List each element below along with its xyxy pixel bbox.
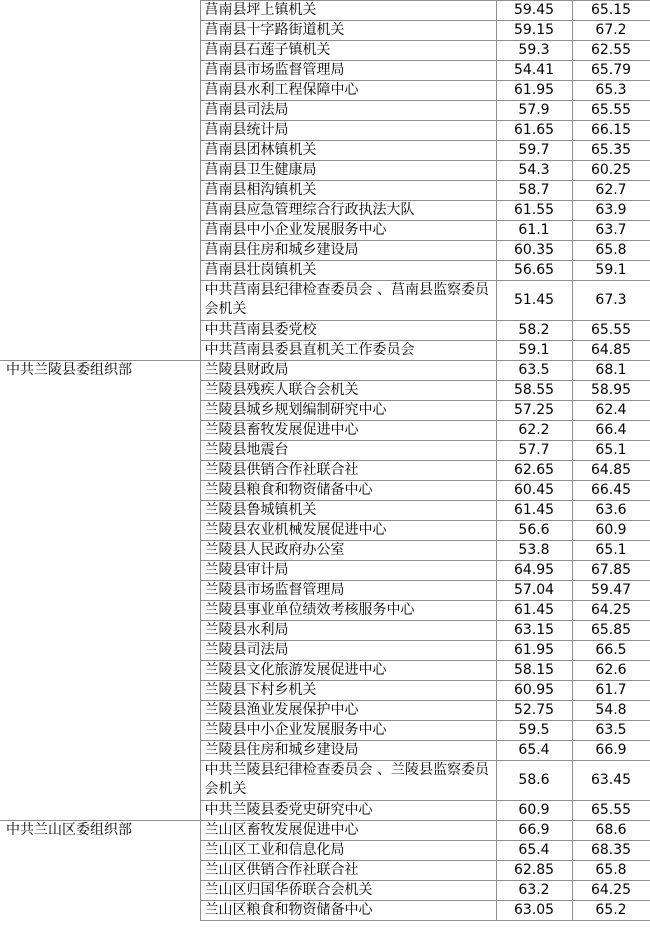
table-row [0, 361, 650, 381]
table-row [0, 401, 650, 421]
score2-cell[interactable]: 66.15 [572, 121, 650, 141]
dept-cell-empty[interactable] [0, 201, 200, 221]
score1-cell[interactable]: 51.45 [496, 281, 572, 321]
score1-cell[interactable]: 60.45 [496, 481, 572, 501]
score1-cell[interactable]: 57.04 [496, 581, 572, 601]
score2-cell[interactable]: 68.1 [572, 361, 650, 381]
score2-cell[interactable]: 63.6 [572, 501, 650, 521]
score1-cell[interactable]: 61.1 [496, 221, 572, 241]
score2-cell[interactable]: 68.6 [572, 821, 650, 841]
table-row [0, 41, 650, 61]
score1-cell[interactable]: 61.55 [496, 201, 572, 221]
score1-cell[interactable]: 52.75 [496, 701, 572, 721]
score1-cell[interactable]: 65.4 [496, 741, 572, 761]
score2-cell[interactable]: 62.6 [572, 661, 650, 681]
dept-cell-empty[interactable] [0, 621, 200, 641]
unit-cell[interactable]: 莒南县壮岗镇机关 [200, 261, 496, 281]
score2-cell[interactable]: 65.8 [572, 861, 650, 881]
table-row [0, 261, 650, 281]
unit-cell[interactable]: 莒南县坪上镇机关 [200, 1, 496, 21]
score1-cell[interactable]: 61.45 [496, 601, 572, 621]
score2-cell[interactable]: 61.7 [572, 681, 650, 701]
unit-cell[interactable]: 中共莒南县委县直机关工作委员会 [200, 341, 496, 361]
dept-cell-empty[interactable] [0, 861, 200, 881]
unit-cell[interactable]: 兰陵县地震台 [200, 441, 496, 461]
unit-cell[interactable]: 兰山区工业和信息化局 [200, 841, 496, 861]
table-row [0, 421, 650, 441]
dept-cell[interactable]: 中共兰山区委组织部 [0, 821, 200, 841]
unit-cell[interactable]: 兰山区粮食和物资储备中心 [200, 901, 496, 921]
score1-cell[interactable]: 57.25 [496, 401, 572, 421]
score1-cell[interactable]: 57.7 [496, 441, 572, 461]
unit-cell[interactable]: 莒南县中小企业发展服务中心 [200, 221, 496, 241]
dept-cell[interactable] [0, 1, 200, 21]
dept-cell-empty[interactable] [0, 421, 200, 441]
table-row [0, 861, 650, 881]
score1-cell[interactable]: 61.95 [496, 641, 572, 661]
score1-cell[interactable]: 61.45 [496, 501, 572, 521]
table-row [0, 621, 650, 641]
score1-cell[interactable]: 61.65 [496, 121, 572, 141]
score-table-body [0, 1, 650, 921]
score2-cell[interactable]: 66.5 [572, 641, 650, 661]
score2-cell[interactable]: 59.1 [572, 261, 650, 281]
score1-cell[interactable]: 58.15 [496, 661, 572, 681]
unit-cell[interactable]: 莒南县水利工程保障中心 [200, 81, 496, 101]
score1-cell[interactable]: 57.9 [496, 101, 572, 121]
score1-cell[interactable]: 65.4 [496, 841, 572, 861]
dept-cell-empty[interactable] [0, 601, 200, 621]
score1-cell[interactable]: 58.55 [496, 381, 572, 401]
dept-cell-empty[interactable] [0, 281, 200, 321]
unit-cell[interactable]: 兰陵县畜牧发展促进中心 [200, 421, 496, 441]
unit-cell[interactable]: 莒南县十字路街道机关 [200, 21, 496, 41]
unit-cell[interactable]: 兰陵县司法局 [200, 641, 496, 661]
unit-cell[interactable]: 莒南县应急管理综合行政执法大队 [200, 201, 496, 221]
score1-cell[interactable]: 62.85 [496, 861, 572, 881]
table-row [0, 241, 650, 261]
score2-cell[interactable]: 62.4 [572, 401, 650, 421]
score1-cell[interactable]: 53.8 [496, 541, 572, 561]
score1-cell[interactable]: 66.9 [496, 821, 572, 841]
dept-cell-empty[interactable] [0, 901, 200, 921]
score2-cell[interactable]: 58.95 [572, 381, 650, 401]
dept-cell-empty[interactable] [0, 41, 200, 61]
score1-cell[interactable]: 58.7 [496, 181, 572, 201]
table-row [0, 641, 650, 661]
unit-cell[interactable]: 兰陵县粮食和物资储备中心 [200, 481, 496, 501]
unit-cell[interactable]: 兰陵县住房和城乡建设局 [200, 741, 496, 761]
score1-cell[interactable]: 56.65 [496, 261, 572, 281]
score1-cell[interactable]: 63.15 [496, 621, 572, 641]
score1-cell[interactable]: 56.6 [496, 521, 572, 541]
score2-cell[interactable]: 66.45 [572, 481, 650, 501]
unit-cell[interactable]: 中共莒南县纪律检查委员会 、莒南县监察委员会机关 [200, 281, 496, 321]
score1-cell[interactable]: 61.95 [496, 81, 572, 101]
unit-cell[interactable]: 莒南县团林镇机关 [200, 141, 496, 161]
score2-cell[interactable]: 65.15 [572, 1, 650, 21]
unit-cell[interactable]: 兰陵县鲁城镇机关 [200, 501, 496, 521]
unit-cell[interactable]: 兰陵县残疾人联合会机关 [200, 381, 496, 401]
score1-cell[interactable]: 60.35 [496, 241, 572, 261]
dept-cell-empty[interactable] [0, 141, 200, 161]
score2-cell[interactable]: 63.7 [572, 221, 650, 241]
table-row [0, 801, 650, 821]
score2-cell[interactable]: 65.55 [572, 801, 650, 821]
table-row [0, 841, 650, 861]
score2-cell[interactable]: 62.55 [572, 41, 650, 61]
dept-cell-empty[interactable] [0, 221, 200, 241]
score1-cell[interactable]: 63.2 [496, 881, 572, 901]
dept-cell-empty[interactable] [0, 881, 200, 901]
unit-cell[interactable]: 兰陵县水利局 [200, 621, 496, 641]
score2-cell[interactable]: 65.3 [572, 81, 650, 101]
unit-cell[interactable]: 兰陵县财政局 [200, 361, 496, 381]
table-row [0, 701, 650, 721]
table-row [0, 321, 650, 341]
score2-cell[interactable]: 65.85 [572, 621, 650, 641]
dept-cell-empty[interactable] [0, 121, 200, 141]
unit-cell[interactable]: 兰陵县农业机械发展促进中心 [200, 521, 496, 541]
dept-cell-empty[interactable] [0, 681, 200, 701]
table-row [0, 441, 650, 461]
table-row [0, 21, 650, 41]
score2-cell[interactable]: 65.2 [572, 901, 650, 921]
dept-cell-empty[interactable] [0, 161, 200, 181]
score1-cell[interactable]: 58.2 [496, 321, 572, 341]
table-row [0, 481, 650, 501]
score2-cell[interactable]: 65.1 [572, 441, 650, 461]
unit-cell[interactable]: 莒南县相沟镇机关 [200, 181, 496, 201]
score1-cell[interactable]: 58.6 [496, 761, 572, 801]
table-row [0, 1, 650, 21]
score2-cell[interactable]: 60.25 [572, 161, 650, 181]
score1-cell[interactable]: 59.5 [496, 721, 572, 741]
dept-cell-empty[interactable] [0, 401, 200, 421]
dept-cell-empty[interactable] [0, 561, 200, 581]
table-row [0, 661, 650, 681]
score2-cell[interactable]: 65.1 [572, 541, 650, 561]
score2-cell[interactable]: 64.25 [572, 601, 650, 621]
dept-cell-empty[interactable] [0, 761, 200, 801]
score1-cell[interactable]: 60.95 [496, 681, 572, 701]
score1-cell[interactable]: 64.95 [496, 561, 572, 581]
score2-cell[interactable]: 54.8 [572, 701, 650, 721]
table-row [0, 741, 650, 761]
table-row [0, 561, 650, 581]
score2-cell[interactable]: 65.55 [572, 101, 650, 121]
score2-cell[interactable]: 66.9 [572, 741, 650, 761]
score2-cell[interactable]: 67.85 [572, 561, 650, 581]
unit-cell[interactable]: 兰陵县城乡规划编制研究中心 [200, 401, 496, 421]
score1-cell[interactable]: 62.65 [496, 461, 572, 481]
unit-cell[interactable]: 兰山区畜牧发展促进中心 [200, 821, 496, 841]
score2-cell[interactable]: 63.45 [572, 761, 650, 801]
table-row [0, 601, 650, 621]
score1-cell[interactable]: 62.2 [496, 421, 572, 441]
dept-cell-empty[interactable] [0, 241, 200, 261]
score2-cell[interactable]: 68.35 [572, 841, 650, 861]
score2-cell[interactable]: 62.7 [572, 181, 650, 201]
score2-cell[interactable]: 65.8 [572, 241, 650, 261]
unit-cell[interactable]: 中共莒南县委党校 [200, 321, 496, 341]
table-row [0, 201, 650, 221]
score2-cell[interactable]: 66.4 [572, 421, 650, 441]
unit-cell[interactable]: 兰陵县事业单位绩效考核服务中心 [200, 601, 496, 621]
table-row [0, 121, 650, 141]
unit-cell[interactable]: 兰山区归国华侨联合会机关 [200, 881, 496, 901]
score1-cell[interactable]: 54.41 [496, 61, 572, 81]
dept-cell-empty[interactable] [0, 341, 200, 361]
dept-cell-empty[interactable] [0, 501, 200, 521]
dept-cell-empty[interactable] [0, 81, 200, 101]
score2-cell[interactable]: 65.55 [572, 321, 650, 341]
dept-cell-empty[interactable] [0, 581, 200, 601]
table-row [0, 341, 650, 361]
dept-cell-empty[interactable] [0, 521, 200, 541]
dept-cell-empty[interactable] [0, 661, 200, 681]
unit-cell[interactable]: 兰陵县供销合作社联合社 [200, 461, 496, 481]
unit-cell[interactable]: 莒南县住房和城乡建设局 [200, 241, 496, 261]
dept-cell-empty[interactable] [0, 181, 200, 201]
dept-cell-empty[interactable] [0, 321, 200, 341]
dept-cell-empty[interactable] [0, 441, 200, 461]
table-row [0, 141, 650, 161]
unit-cell[interactable]: 莒南县市场监督管理局 [200, 61, 496, 81]
score2-cell[interactable]: 65.79 [572, 61, 650, 81]
table-row [0, 901, 650, 921]
unit-cell[interactable]: 莒南县统计局 [200, 121, 496, 141]
table-row [0, 721, 650, 741]
table-row [0, 461, 650, 481]
dept-cell-empty[interactable] [0, 641, 200, 661]
dept-cell[interactable]: 中共兰陵县委组织部 [0, 361, 200, 381]
table-row [0, 761, 650, 801]
dept-cell-empty[interactable] [0, 701, 200, 721]
score1-cell[interactable]: 59.15 [496, 21, 572, 41]
score2-cell[interactable]: 63.9 [572, 201, 650, 221]
dept-cell-empty[interactable] [0, 541, 200, 561]
table-row [0, 181, 650, 201]
table-row [0, 881, 650, 901]
table-row [0, 501, 650, 521]
unit-cell[interactable]: 兰陵县审计局 [200, 561, 496, 581]
unit-cell[interactable]: 莒南县石莲子镇机关 [200, 41, 496, 61]
dept-cell-empty[interactable] [0, 721, 200, 741]
dept-cell-empty[interactable] [0, 801, 200, 821]
score2-cell[interactable]: 64.85 [572, 341, 650, 361]
score1-cell[interactable]: 63.5 [496, 361, 572, 381]
dept-cell-empty[interactable] [0, 61, 200, 81]
unit-cell[interactable]: 兰陵县市场监督管理局 [200, 581, 496, 601]
unit-cell[interactable]: 兰陵县人民政府办公室 [200, 541, 496, 561]
unit-cell[interactable]: 兰陵县文化旅游发展促进中心 [200, 661, 496, 681]
score1-cell[interactable]: 63.05 [496, 901, 572, 921]
unit-cell[interactable]: 中共兰陵县委党史研究中心 [200, 801, 496, 821]
unit-cell[interactable]: 莒南县司法局 [200, 101, 496, 121]
table-row [0, 541, 650, 561]
score1-cell[interactable]: 59.45 [496, 1, 572, 21]
score2-cell[interactable]: 59.47 [572, 581, 650, 601]
dept-cell-empty[interactable] [0, 101, 200, 121]
table-row [0, 281, 650, 321]
dept-cell-empty[interactable] [0, 21, 200, 41]
unit-cell[interactable]: 莒南县卫生健康局 [200, 161, 496, 181]
dept-cell-empty[interactable] [0, 381, 200, 401]
score1-cell[interactable]: 59.3 [496, 41, 572, 61]
dept-cell-empty[interactable] [0, 841, 200, 861]
table-row [0, 681, 650, 701]
score1-cell[interactable]: 54.3 [496, 161, 572, 181]
table-row [0, 581, 650, 601]
score1-cell[interactable]: 59.7 [496, 141, 572, 161]
dept-cell-empty[interactable] [0, 461, 200, 481]
table-row [0, 61, 650, 81]
table-row [0, 221, 650, 241]
table-row [0, 101, 650, 121]
dept-cell-empty[interactable] [0, 261, 200, 281]
dept-cell-empty[interactable] [0, 481, 200, 501]
score1-cell[interactable]: 59.1 [496, 341, 572, 361]
unit-cell[interactable]: 兰陵县下村乡机关 [200, 681, 496, 701]
score2-cell[interactable]: 67.2 [572, 21, 650, 41]
dept-cell-empty[interactable] [0, 741, 200, 761]
score2-cell[interactable]: 64.25 [572, 881, 650, 901]
score1-cell[interactable]: 60.9 [496, 801, 572, 821]
score2-cell[interactable]: 60.9 [572, 521, 650, 541]
unit-cell[interactable]: 兰山区供销合作社联合社 [200, 861, 496, 881]
unit-cell[interactable]: 中共兰陵县纪律检查委员会 、兰陵县监察委员会机关 [200, 761, 496, 801]
score2-cell[interactable]: 65.35 [572, 141, 650, 161]
table-row [0, 381, 650, 401]
table-row [0, 161, 650, 181]
score2-cell[interactable]: 63.5 [572, 721, 650, 741]
table-row [0, 821, 650, 841]
score2-cell[interactable]: 67.3 [572, 281, 650, 321]
unit-cell[interactable]: 兰陵县中小企业发展服务中心 [200, 721, 496, 741]
unit-cell[interactable]: 兰陵县渔业发展保护中心 [200, 701, 496, 721]
table-row [0, 521, 650, 541]
table-row [0, 81, 650, 101]
score2-cell[interactable]: 64.85 [572, 461, 650, 481]
